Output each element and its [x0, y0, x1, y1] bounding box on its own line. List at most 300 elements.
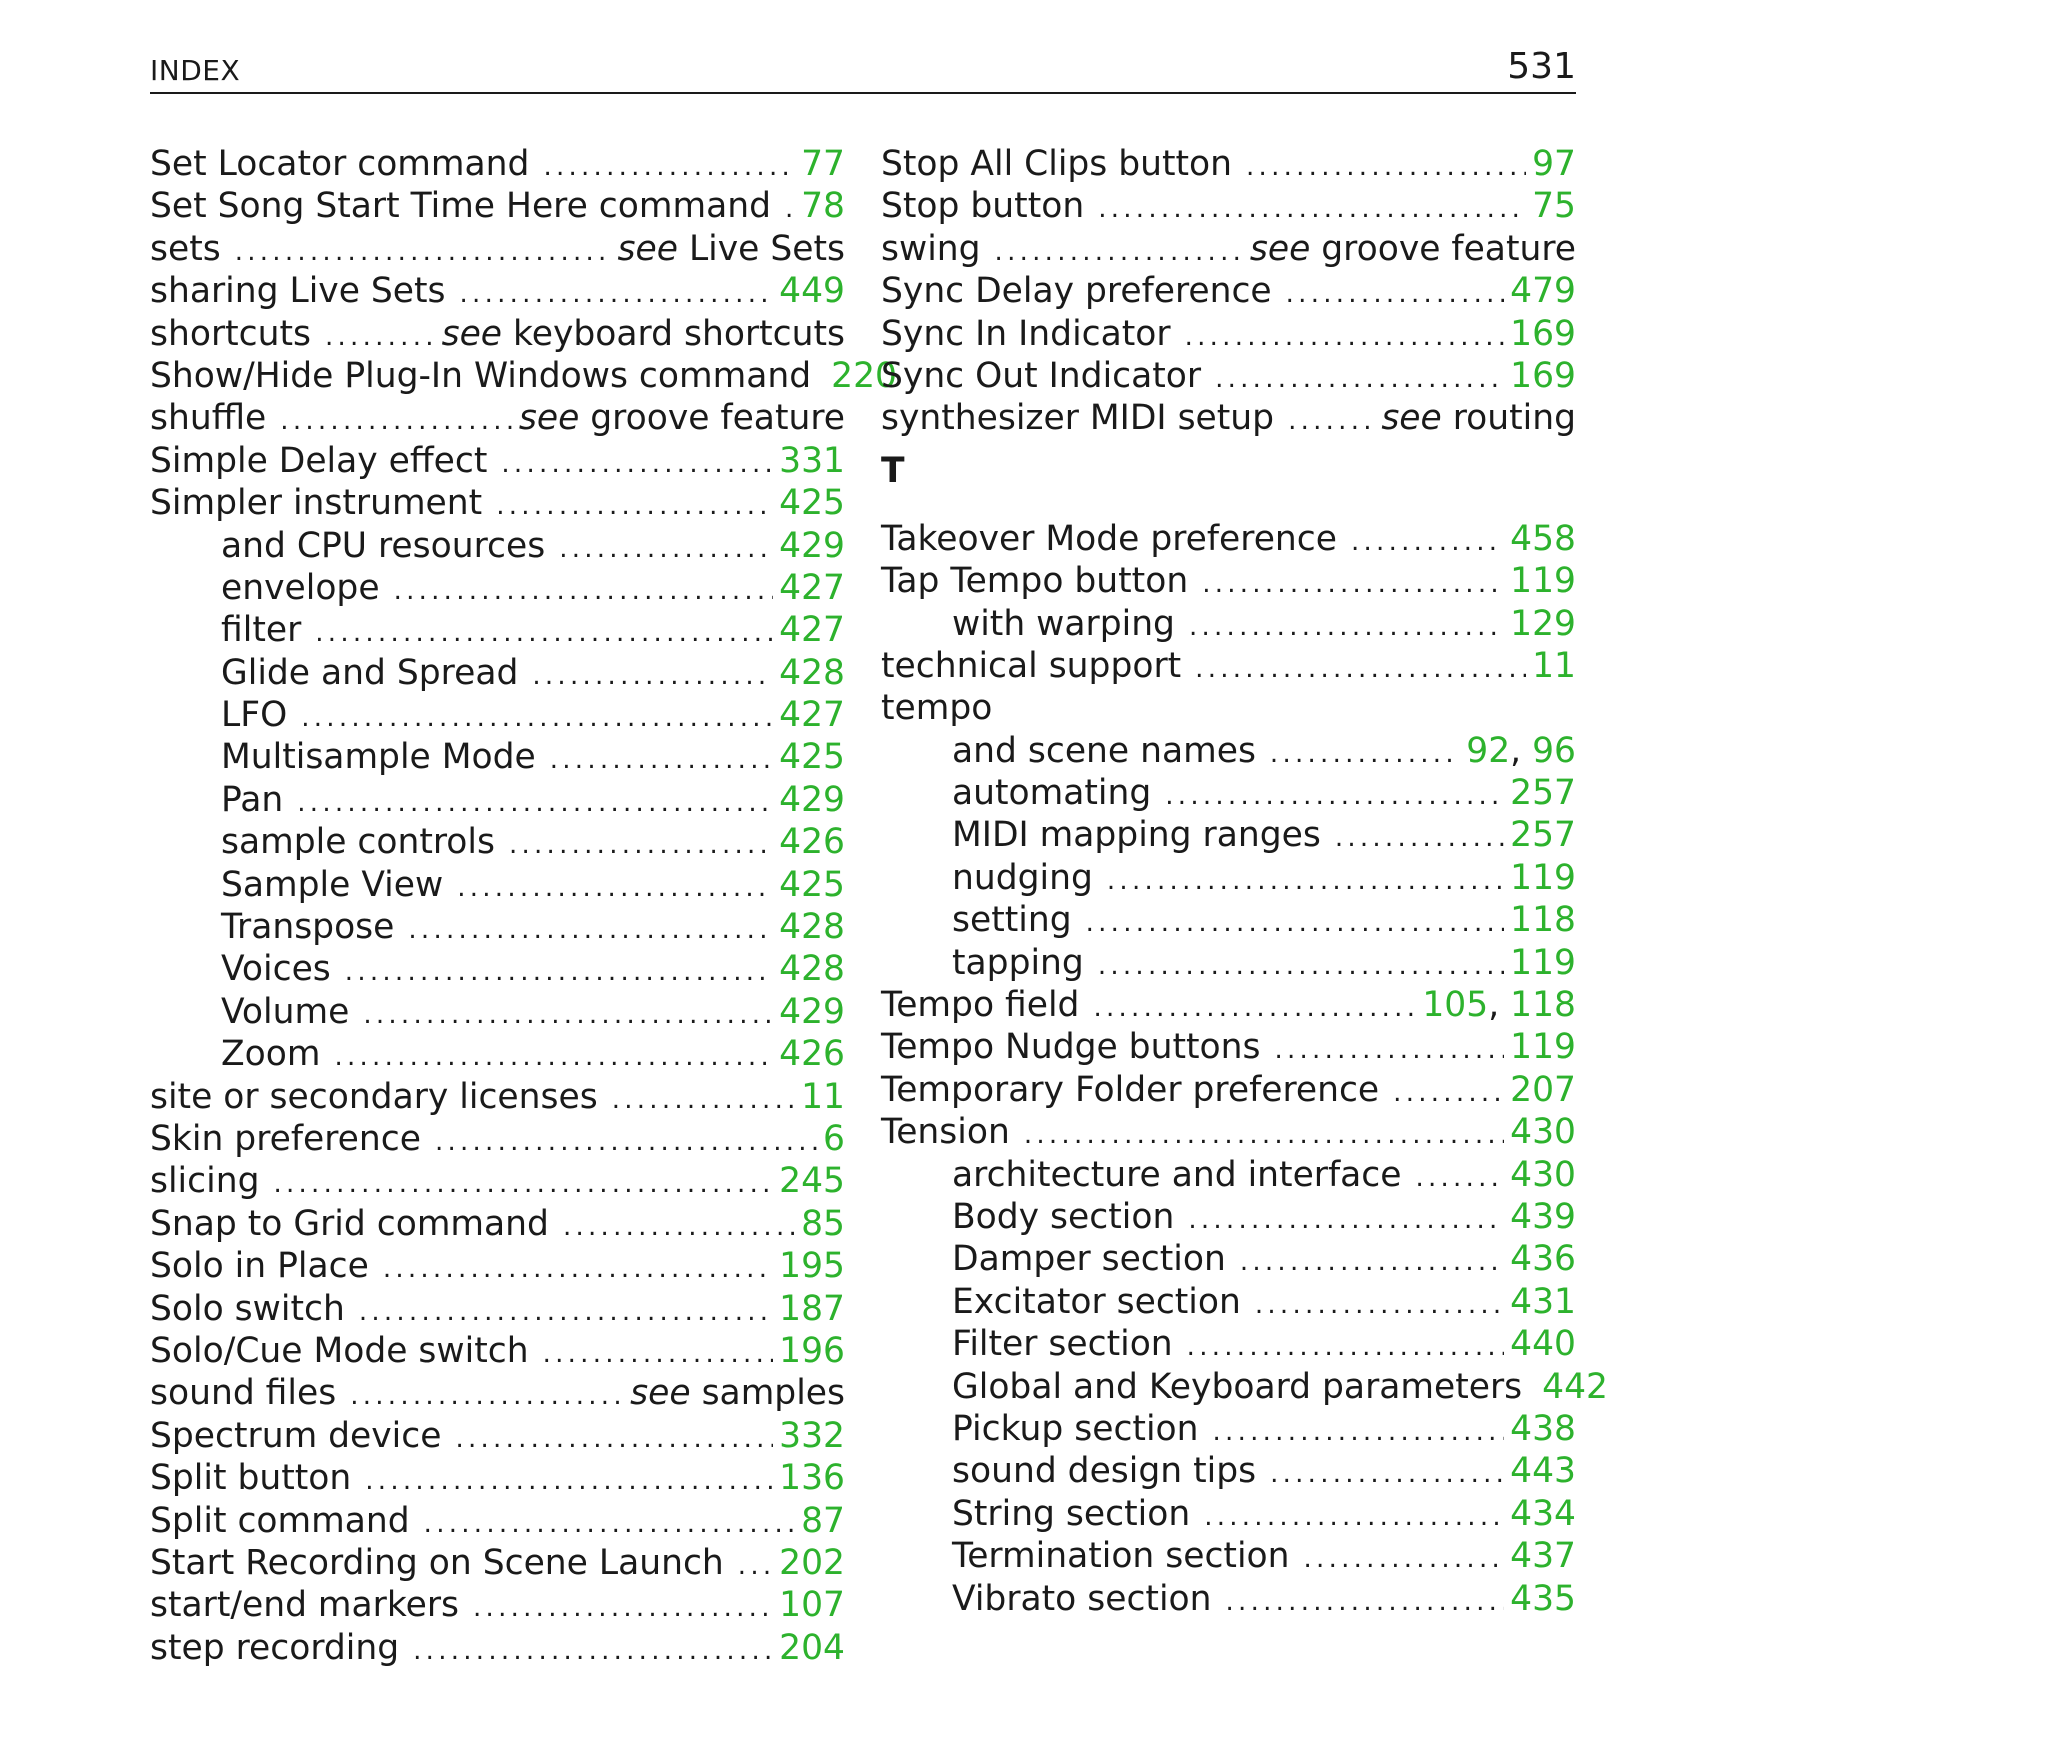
dot-leader — [1304, 1538, 1505, 1580]
entry-reference — [1510, 1408, 1576, 1450]
entry-reference — [1510, 1450, 1576, 1492]
index-entry — [881, 355, 1576, 397]
index-subentry — [150, 821, 845, 863]
entry-reference — [1510, 1535, 1576, 1577]
entry-reference — [801, 143, 845, 185]
entry-term: automating — [952, 773, 1152, 814]
dot-leader — [408, 909, 773, 951]
entry-reference — [779, 991, 845, 1033]
entry-reference — [1510, 857, 1576, 899]
entry-reference — [1510, 1238, 1576, 1280]
index-subentry — [150, 736, 845, 778]
see-reference-word: see — [630, 1373, 691, 1414]
index-group-s-continued — [881, 143, 1576, 440]
page-reference-link[interactable]: 107 — [779, 1585, 845, 1626]
entry-term: Takeover Mode preference — [881, 518, 1337, 559]
dot-leader — [543, 1333, 774, 1375]
entry-term: Body section — [952, 1196, 1175, 1237]
page-reference-link[interactable]: 97 — [1532, 144, 1576, 184]
entry-reference — [779, 821, 845, 863]
page-reference-link[interactable]: 129 — [1510, 603, 1576, 644]
entry-reference — [1532, 185, 1576, 227]
index-entry — [881, 1069, 1576, 1111]
dot-leader — [1189, 606, 1504, 648]
entry-reference — [801, 185, 845, 227]
page-reference-link[interactable]: 87 — [801, 1500, 845, 1541]
entry-term: sample controls — [221, 822, 495, 863]
see-reference-target[interactable]: Live Sets — [688, 228, 845, 269]
dot-leader — [509, 824, 773, 866]
page-reference-link[interactable]: 430 — [1510, 1154, 1576, 1195]
page-reference-link[interactable]: 85 — [801, 1203, 845, 1244]
page-reference-link[interactable]: 187 — [779, 1288, 845, 1329]
page-reference-link[interactable]: 449 — [779, 271, 845, 312]
index-entry — [881, 1026, 1576, 1068]
entry-term: start/end markers — [150, 1585, 460, 1626]
entry-term: Split button — [150, 1458, 352, 1499]
entry-term: Sync Out Indicator — [881, 355, 1202, 396]
index-subentry — [881, 1578, 1576, 1620]
entry-term: Global and Keyboard parameters — [952, 1366, 1523, 1407]
index-entry — [881, 228, 1576, 270]
page-reference-link[interactable]: 429 — [779, 779, 845, 820]
dot-leader — [457, 867, 773, 909]
page-reference-link[interactable]: 119 — [1510, 857, 1576, 898]
index-entry — [150, 1160, 845, 1202]
index-entry — [150, 1330, 845, 1372]
page-reference-link[interactable]: 202 — [779, 1542, 845, 1583]
entry-term: Sync In Indicator — [881, 313, 1171, 354]
entry-term: Volume — [221, 991, 350, 1032]
dot-leader — [1024, 1114, 1504, 1156]
entry-term: Simpler instrument — [150, 483, 483, 524]
entry-reference — [779, 525, 845, 567]
index-subentry — [150, 567, 845, 609]
dot-leader — [325, 316, 436, 358]
entry-term: Temporary Folder preference — [881, 1069, 1380, 1110]
page-number: 531 — [1507, 46, 1576, 87]
page-reference-link[interactable]: 435 — [1510, 1578, 1576, 1619]
page-reference-link[interactable]: 430 — [1510, 1112, 1576, 1153]
entry-term: site or secondary licenses — [150, 1076, 598, 1117]
index-entry — [150, 440, 845, 482]
entry-term: and scene names — [952, 730, 1256, 771]
entry-term: filter — [221, 610, 302, 651]
entry-term: Snap to Grid command — [150, 1203, 549, 1244]
index-subentry — [150, 779, 845, 821]
dot-leader — [350, 1375, 624, 1417]
page-reference-link[interactable]: 136 — [779, 1458, 845, 1499]
page-reference-link[interactable]: 105 — [1422, 985, 1489, 1026]
entry-reference: 92, 96 — [1466, 730, 1576, 771]
entry-term: Tension — [881, 1112, 1010, 1153]
page-reference-link[interactable]: 207 — [1510, 1069, 1576, 1110]
entry-term: Tempo field — [881, 985, 1080, 1026]
page-reference-link[interactable]: 119 — [1510, 561, 1576, 602]
entry-reference — [779, 779, 845, 821]
index-entry — [881, 1111, 1576, 1153]
index-entry — [150, 1203, 845, 1245]
entry-term: Sync Delay preference — [881, 271, 1272, 312]
index-entry — [150, 1288, 845, 1330]
index-subentry — [881, 1154, 1576, 1196]
index-subentry — [881, 730, 1576, 772]
see-reference-word: see — [1249, 228, 1311, 269]
entry-reference — [1510, 270, 1576, 312]
entry-reference — [779, 1415, 845, 1457]
entry-term: shortcuts — [150, 313, 311, 354]
dot-leader — [280, 400, 513, 442]
index-entry — [150, 1245, 845, 1287]
index-subentry — [881, 857, 1576, 899]
index-entry — [881, 518, 1576, 560]
page-reference-link[interactable]: 257 — [1510, 773, 1576, 814]
see-reference-word: see — [441, 313, 503, 354]
page-reference-link[interactable]: 169 — [1510, 355, 1576, 396]
page-reference-link[interactable]: 426 — [779, 1034, 845, 1075]
entry-term: Voices — [221, 949, 331, 990]
entry-term: Solo/Cue Mode switch — [150, 1330, 529, 1371]
dot-leader — [559, 528, 773, 570]
dot-leader — [1188, 1199, 1504, 1241]
entry-term: Transpose — [221, 907, 395, 948]
dot-leader — [1270, 1453, 1504, 1495]
dot-leader — [1288, 400, 1375, 442]
dot-leader — [1286, 273, 1504, 315]
entry-reference — [1381, 397, 1576, 439]
page-header — [150, 48, 1576, 94]
page-reference-link[interactable]: 78 — [801, 186, 845, 227]
page-reference-link[interactable]: 434 — [1510, 1493, 1576, 1534]
index-entry — [881, 270, 1576, 312]
entry-reference — [1510, 1493, 1576, 1535]
dot-leader — [612, 1079, 795, 1121]
entry-reference — [823, 1118, 845, 1160]
index-entry — [881, 313, 1576, 355]
entry-reference — [1510, 1281, 1576, 1323]
dot-leader — [1351, 521, 1504, 563]
entry-term: Spectrum device — [150, 1415, 442, 1456]
page-reference-link[interactable]: 169 — [1510, 313, 1576, 354]
page-reference-link[interactable]: 429 — [779, 525, 845, 566]
page-reference-link[interactable]: 443 — [1510, 1451, 1576, 1492]
dot-leader — [1093, 987, 1416, 1029]
entry-term: Pickup section — [952, 1408, 1199, 1449]
dot-leader — [473, 1587, 773, 1629]
page-reference-link[interactable]: 92 — [1466, 730, 1511, 771]
entry-term: Solo switch — [150, 1288, 345, 1329]
entry-term: slicing — [150, 1161, 260, 1202]
index-subentry — [150, 694, 845, 736]
page-reference-link[interactable]: 428 — [779, 949, 845, 990]
page-reference-link[interactable]: 425 — [779, 737, 845, 778]
index-entry — [881, 185, 1576, 227]
page-reference-link[interactable]: 11 — [1532, 645, 1576, 686]
index-subentry — [150, 652, 845, 694]
page-reference-link[interactable]: 440 — [1510, 1324, 1576, 1365]
dot-leader — [1270, 733, 1460, 775]
dot-leader — [1098, 188, 1526, 230]
entry-reference — [1510, 603, 1576, 645]
entry-reference — [1510, 1026, 1576, 1068]
page-reference-link[interactable]: 427 — [779, 695, 845, 736]
index-subentry — [881, 1323, 1576, 1365]
dot-leader — [1185, 316, 1505, 358]
entry-reference — [801, 1500, 845, 1542]
entry-term: with warping — [952, 603, 1175, 644]
index-subentry — [150, 525, 845, 567]
page-reference-link[interactable]: 96 — [1532, 730, 1576, 771]
entry-term: sound design tips — [952, 1451, 1257, 1492]
entry-term: Multisample Mode — [221, 737, 536, 778]
entry-term: tapping — [952, 942, 1084, 983]
see-reference-target[interactable]: routing — [1452, 398, 1576, 439]
see-reference-target[interactable]: keyboard shortcuts — [513, 313, 845, 354]
index-column-right — [881, 143, 1609, 1620]
dot-leader — [532, 655, 773, 697]
entry-term: Simple Delay effect — [150, 440, 488, 481]
dot-leader — [345, 951, 773, 993]
entry-term: Set Locator command — [150, 144, 530, 184]
entry-reference — [779, 1627, 845, 1669]
page-reference-link[interactable]: 479 — [1510, 271, 1576, 312]
entry-term: Tap Tempo button — [881, 561, 1189, 602]
entry-reference — [779, 1160, 845, 1202]
index-subentry — [881, 899, 1576, 941]
dot-leader — [550, 739, 773, 781]
entry-term: Pan — [221, 779, 284, 820]
dot-leader — [1246, 146, 1526, 188]
page-reference-link[interactable]: 426 — [779, 822, 845, 863]
page-reference-link[interactable]: 331 — [779, 440, 845, 481]
index-subentry — [150, 864, 845, 906]
page-reference-link[interactable]: 245 — [779, 1161, 845, 1202]
index-entry — [881, 560, 1576, 602]
dot-leader — [785, 188, 795, 230]
entry-reference — [779, 1542, 845, 1584]
page-reference-link[interactable]: 427 — [779, 610, 845, 651]
entry-term: step recording — [150, 1627, 400, 1668]
page-reference-link[interactable]: 332 — [779, 1415, 845, 1456]
entry-reference — [618, 228, 845, 270]
index-entry — [150, 482, 845, 524]
index-subentry — [881, 1281, 1576, 1323]
dot-leader — [1335, 817, 1504, 859]
entry-term: shuffle — [150, 398, 267, 439]
index-entry — [150, 1584, 845, 1626]
entry-reference — [779, 1033, 845, 1075]
entry-reference — [779, 270, 845, 312]
dot-leader — [435, 1121, 817, 1163]
see-reference-word: see — [617, 228, 678, 269]
entry-reference — [1510, 1196, 1576, 1238]
dot-leader — [501, 443, 773, 485]
dot-leader — [738, 1545, 773, 1587]
page-reference-link[interactable]: 436 — [1510, 1239, 1576, 1280]
entry-term: setting — [952, 900, 1072, 941]
dot-leader — [359, 1291, 773, 1333]
page-reference-link[interactable]: 196 — [779, 1330, 845, 1371]
index-entry — [150, 1542, 845, 1584]
entry-reference — [1250, 228, 1576, 270]
dot-leader — [1202, 563, 1504, 605]
page-reference-link[interactable]: 119 — [1510, 1027, 1576, 1068]
see-reference-target[interactable]: groove feature — [590, 398, 845, 439]
entry-term: sets — [150, 228, 221, 269]
page-reference-link[interactable]: 428 — [779, 652, 845, 693]
dot-leader — [1415, 1157, 1504, 1199]
see-reference-target[interactable]: samples — [701, 1373, 845, 1414]
entry-reference — [779, 1330, 845, 1372]
entry-term: Glide and Spread — [221, 652, 519, 693]
page-reference-link[interactable]: 437 — [1510, 1536, 1576, 1577]
index-subentry — [881, 1493, 1576, 1535]
dot-leader — [1204, 1496, 1504, 1538]
dot-leader — [1098, 945, 1504, 987]
page-reference-link[interactable]: 428 — [779, 907, 845, 948]
dot-leader — [394, 570, 774, 612]
entry-reference — [1510, 518, 1576, 560]
dot-leader — [235, 231, 612, 273]
entry-term: Show/Hide Plug-In Windows command — [150, 355, 812, 396]
page-reference-link[interactable]: 195 — [779, 1246, 845, 1287]
page-reference-link[interactable]: 11 — [801, 1076, 845, 1117]
page-reference-link[interactable]: 77 — [801, 144, 845, 184]
page-reference-link[interactable]: 439 — [1510, 1196, 1576, 1237]
entry-reference — [779, 609, 845, 651]
page-reference-link[interactable]: 431 — [1510, 1281, 1576, 1322]
dot-leader — [995, 231, 1244, 273]
dot-leader — [365, 1460, 773, 1502]
dot-leader — [424, 1503, 795, 1545]
dot-leader — [1240, 1241, 1504, 1283]
page-reference-link[interactable]: 118 — [1510, 985, 1576, 1026]
index-subentry — [150, 906, 845, 948]
entry-reference — [1510, 814, 1576, 856]
see-reference-target[interactable]: groove feature — [1321, 228, 1576, 269]
index-entry — [881, 687, 1576, 729]
dot-leader — [1213, 1411, 1505, 1453]
dot-leader — [334, 1036, 773, 1078]
dot-leader — [1187, 1326, 1504, 1368]
running-title: INDEX — [150, 54, 241, 87]
index-subentry — [150, 991, 845, 1033]
page-reference-link[interactable]: 442 — [1542, 1366, 1609, 1407]
entry-term: tempo — [881, 688, 993, 729]
entry-reference — [1510, 1154, 1576, 1196]
dot-leader — [315, 612, 773, 654]
entry-term: Sample View — [221, 864, 444, 905]
index-subentry — [881, 1408, 1576, 1450]
entry-term: Termination section — [952, 1536, 1290, 1577]
see-reference-word: see — [1381, 398, 1442, 439]
section-letter-heading: T — [881, 450, 905, 491]
dot-leader — [1226, 1581, 1505, 1623]
entry-reference: 105, 118 — [1422, 985, 1576, 1026]
entry-reference — [779, 1457, 845, 1499]
entry-term: swing — [881, 228, 981, 269]
entry-term: Solo in Place — [150, 1246, 369, 1287]
dot-leader — [563, 1206, 795, 1248]
entry-reference — [1510, 1578, 1576, 1620]
page-reference-link[interactable]: 220 — [831, 355, 897, 396]
entry-term: sound files — [150, 1373, 337, 1414]
entry-term: Filter section — [952, 1324, 1173, 1365]
entry-reference — [1510, 1069, 1576, 1111]
page-reference-link[interactable]: 118 — [1510, 900, 1576, 941]
entry-term: envelope — [221, 567, 380, 608]
entry-term: architecture and interface — [952, 1154, 1402, 1195]
index-entry — [150, 228, 845, 270]
page-reference-link[interactable]: 425 — [779, 864, 845, 905]
index-entry — [150, 270, 845, 312]
page-reference-link[interactable]: 429 — [779, 991, 845, 1032]
entry-term: Vibrato section — [952, 1578, 1212, 1619]
entry-term: MIDI mapping ranges — [952, 815, 1321, 856]
index-entry — [881, 645, 1576, 687]
page-reference-link[interactable]: 119 — [1510, 942, 1576, 983]
page-reference-link[interactable]: 204 — [779, 1627, 845, 1668]
entry-reference — [779, 948, 845, 990]
entry-reference — [779, 906, 845, 948]
entry-reference — [1532, 143, 1576, 185]
dot-leader — [1086, 902, 1505, 944]
dot-leader — [273, 1163, 773, 1205]
page-reference-link[interactable]: 6 — [823, 1118, 845, 1159]
dot-leader — [383, 1248, 773, 1290]
dot-leader — [543, 146, 795, 188]
page-reference-link[interactable]: 427 — [779, 567, 845, 608]
entry-reference — [1510, 942, 1576, 984]
index-entry — [881, 397, 1576, 439]
page-reference-link[interactable]: 438 — [1510, 1408, 1576, 1449]
entry-term: Start Recording on Scene Launch — [150, 1542, 724, 1583]
entry-term: and CPU resources — [221, 525, 546, 566]
entry-reference — [442, 313, 845, 355]
entry-term: nudging — [952, 857, 1093, 898]
dot-leader — [301, 697, 773, 739]
index-group-t — [881, 518, 1609, 1620]
entry-term: Set Song Start Time Here command — [150, 186, 771, 227]
entry-term: Stop button — [881, 186, 1085, 227]
entry-term: technical support — [881, 645, 1182, 686]
page-reference-link[interactable]: 425 — [779, 483, 845, 524]
entry-reference — [779, 1584, 845, 1626]
entry-reference — [1510, 899, 1576, 941]
entry-reference — [630, 1372, 845, 1414]
see-reference-word: see — [518, 398, 580, 439]
entry-term: Damper section — [952, 1239, 1226, 1280]
index-subentry — [881, 772, 1576, 814]
page-reference-link[interactable]: 257 — [1510, 815, 1576, 856]
dot-leader — [460, 273, 774, 315]
dot-leader — [413, 1630, 773, 1672]
page-reference-link[interactable]: 75 — [1532, 186, 1576, 227]
index-subentry — [881, 1535, 1576, 1577]
entry-reference — [779, 1245, 845, 1287]
entry-reference — [779, 440, 845, 482]
page-reference-link[interactable]: 458 — [1510, 518, 1576, 559]
index-subentry — [150, 948, 845, 990]
dot-leader — [1255, 1284, 1504, 1326]
entry-term: Split command — [150, 1500, 410, 1541]
dot-leader — [1274, 1029, 1504, 1071]
entry-term: sharing Live Sets — [150, 271, 446, 312]
entry-reference — [801, 1076, 845, 1118]
index-subentry — [881, 1196, 1576, 1238]
dot-leader — [455, 1418, 773, 1460]
index-entry — [150, 1076, 845, 1118]
